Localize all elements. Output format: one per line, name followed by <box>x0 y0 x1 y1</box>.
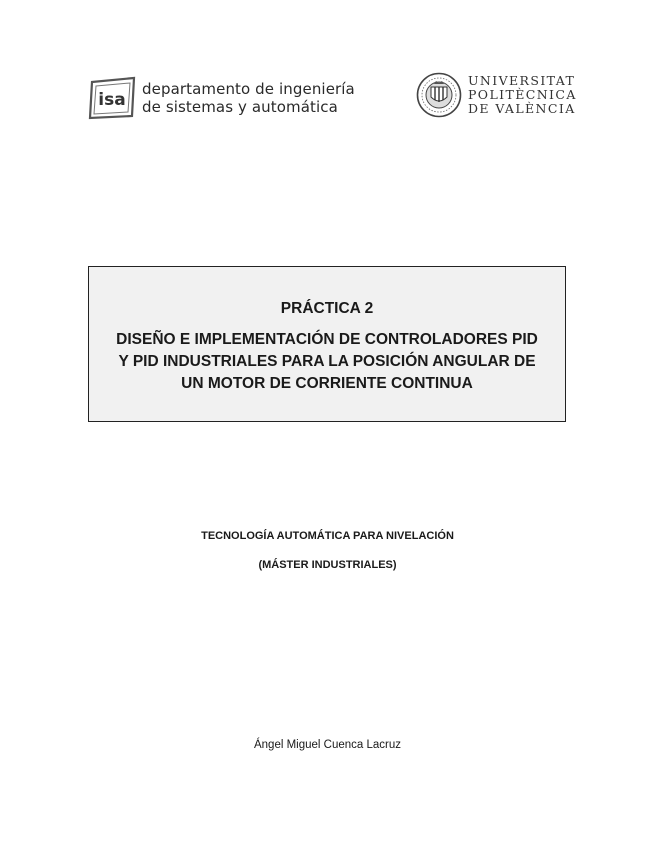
university-name-line-1: UNIVERSITAT <box>468 73 576 88</box>
university-name <box>468 74 577 116</box>
course-degree: (MÁSTER INDUSTRIALES) <box>258 559 397 571</box>
header <box>88 72 577 128</box>
document-title-line-1: DISEÑO E IMPLEMENTACIÓN DE CONTROLADORES PID <box>116 331 538 348</box>
university-name-line-3: DE VALÈNCIA <box>468 101 576 116</box>
isa-mark-text: isa <box>98 90 126 110</box>
practice-number: PRÁCTICA 2 <box>280 300 374 317</box>
document-title-line-2: Y PID INDUSTRIALES PARA LA POSICIÓN ANGULAR DE <box>118 353 536 370</box>
isa-logo <box>88 76 355 120</box>
department-name-line-2: de sistemas y automática <box>142 98 338 116</box>
upv-logo <box>416 72 577 118</box>
department-name-line-1: departamento de ingeniería <box>142 80 355 98</box>
document-title <box>89 329 565 395</box>
course-subject: TECNOLOGÍA AUTOMÁTICA PARA NIVELACIÓN <box>201 530 454 542</box>
department-name <box>142 80 355 116</box>
isa-logo-mark <box>88 76 138 120</box>
university-seal-icon <box>416 72 462 118</box>
author-name: Ángel Miguel Cuenca Lacruz <box>253 739 402 751</box>
university-name-line-2: POLITÈCNICA <box>468 87 577 102</box>
document-title-line-3: UN MOTOR DE CORRIENTE CONTINUA <box>181 375 473 392</box>
title-box <box>88 266 566 422</box>
